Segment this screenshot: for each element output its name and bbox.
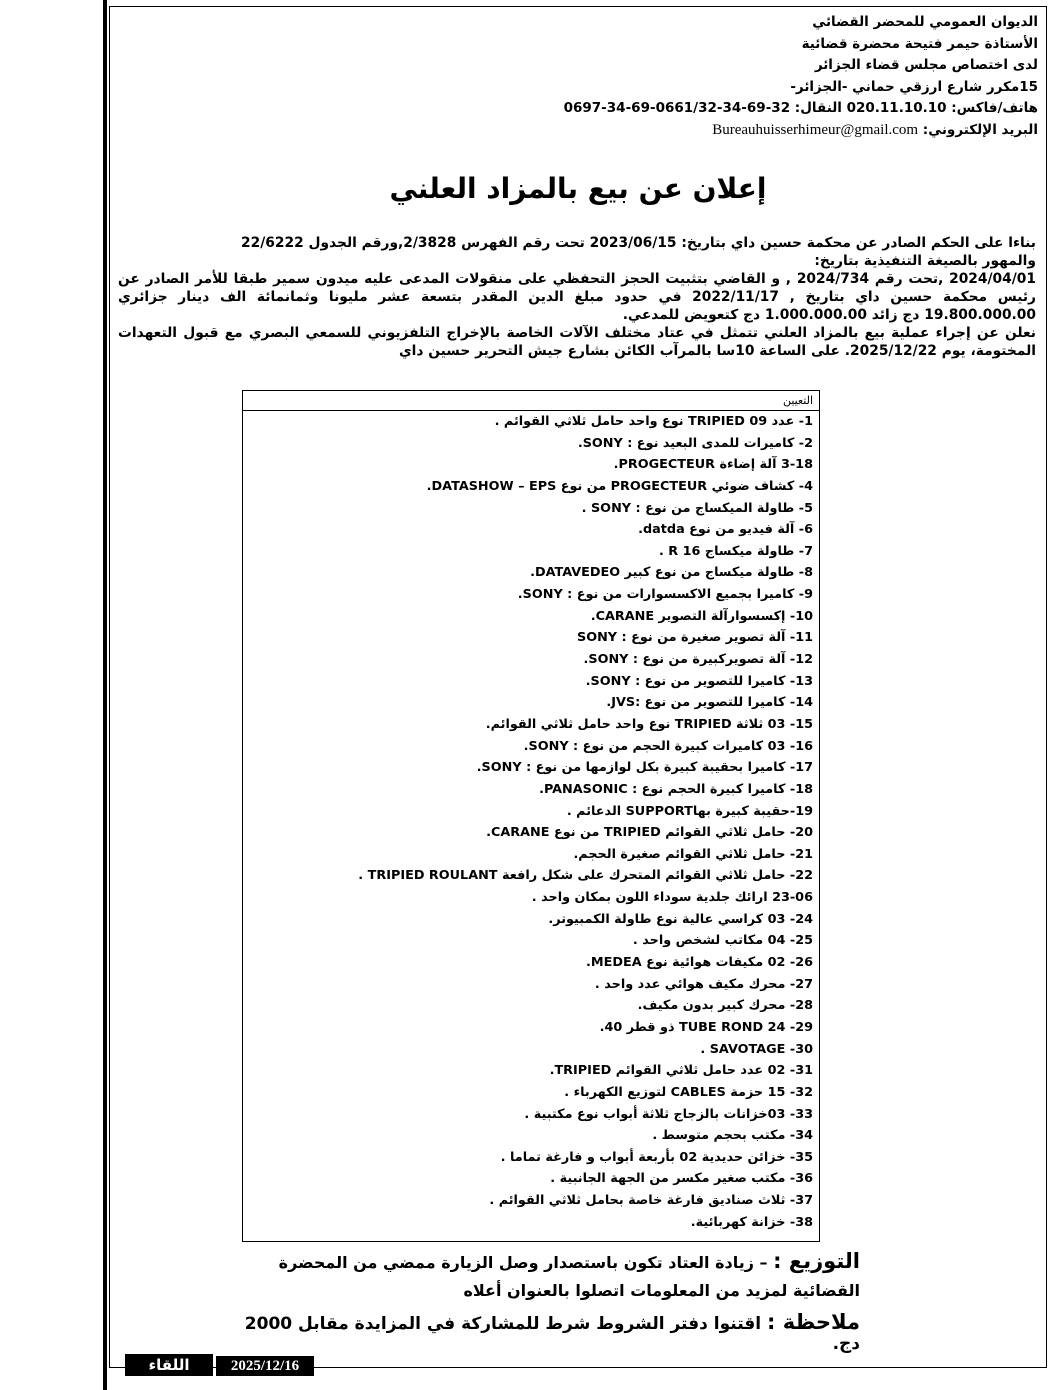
list-item: 32- 15 حزمة CABLES لتوزيع الكهرباء . bbox=[564, 1084, 813, 1100]
office-address: 15مكرر شارع ارزقي حماني -الجزائر- bbox=[790, 78, 1038, 95]
office-header bbox=[478, 12, 1038, 141]
frame-left-thick-rule bbox=[103, 0, 107, 1390]
list-item: 8- طاولة ميكساج من نوع كبير DATAVEDEO. bbox=[530, 565, 813, 581]
items-table bbox=[242, 390, 820, 1242]
list-item: 20- حامل ثلاثي القوائم TRIPIED من نوع CARANE. bbox=[486, 825, 813, 841]
list-item: 4- كشاف ضوئي PROGECTEUR من نوع DATASHOW – EPS. bbox=[426, 478, 813, 494]
distribution-text: – زيادة العتاد تكون باستصدار وصل الزيارة ممضي من المحضرة القضائية لمزيد من المعلومات اتصلوا بالعنوان أعلاه bbox=[278, 1253, 860, 1300]
frame-top-rule bbox=[109, 6, 1047, 7]
email-label: البريد الإلكتروني: bbox=[922, 121, 1038, 138]
list-item: 9- كاميرا بجميع الاكسسوارات من نوع : SONY. bbox=[517, 587, 813, 603]
list-item: 14- كاميرا للتصوير من نوع :JVS. bbox=[606, 695, 813, 711]
footer-newspaper-name: اللقاء bbox=[125, 1354, 213, 1376]
jurisdiction: لدى اختصاص مجلس قضاء الجزائر bbox=[814, 57, 1038, 73]
bailiff-name: الأستاذة حيمر فتيحة محضرة قضائية bbox=[801, 35, 1038, 52]
items-list bbox=[243, 411, 819, 1233]
frame-left-thin-rule bbox=[109, 6, 110, 1368]
email-line bbox=[478, 120, 1038, 142]
note-section bbox=[220, 1310, 860, 1354]
intro-paragraph-2: والمهور بالصيغة التنفيذية بتاريخ: bbox=[814, 253, 1036, 269]
list-item: 6- آلة فيديو من نوع datda. bbox=[638, 522, 813, 538]
list-item: 22- حامل ثلاثي القوائم المتحرك على شكل رافعة TRIPIED ROULANT . bbox=[358, 868, 813, 884]
list-item: 21- حامل ثلاثي القوائم صغيرة الحجم. bbox=[573, 846, 813, 862]
list-item: 2- كاميرات للمدى البعيد نوع : SONY. bbox=[577, 435, 813, 451]
distribution-label: التوزيع : bbox=[773, 1249, 860, 1273]
list-item: 36- مكتب صغير مكسر من الجهة الجانبية . bbox=[550, 1171, 813, 1187]
distribution-section bbox=[240, 1247, 860, 1305]
list-item: 11- آلة تصوير صغيرة من نوع : SONY bbox=[577, 630, 813, 646]
list-item: 29- TUBE ROND 24 ذو قطر 40. bbox=[599, 1019, 813, 1035]
list-item: 37- ثلاث صناديق فارغة خاصة بحامل ثلاثي القوائم . bbox=[489, 1193, 813, 1209]
list-item: 16- 03 كاميرات كبيرة الحجم من نوع : SONY. bbox=[523, 738, 813, 754]
list-item: 25- 04 مكاتب لشخص واحد . bbox=[632, 933, 813, 949]
list-item: 33- 03خزانات بالزجاج ثلاثة أبواب نوع مكتبية . bbox=[524, 1106, 813, 1122]
list-item: 30- SAVOTAGE . bbox=[700, 1041, 813, 1057]
office-name: الديوان العمومي للمحضر القضائي bbox=[812, 14, 1038, 30]
list-item: 17- كاميرا بحقيبة كبيرة بكل لوازمها من نوع : SONY. bbox=[476, 760, 813, 776]
email-value: Bureauhuisserhimeur@gmail.com bbox=[712, 121, 919, 138]
list-item: 35- خزائن حديدية 02 بأربعة أبواب و فارغة تماما . bbox=[500, 1149, 813, 1165]
frame-right-rule bbox=[1046, 6, 1047, 1368]
list-item: 18- كاميرا كبيرة الحجم نوع : PANASONIC. bbox=[539, 781, 813, 797]
list-item: 12- آلة تصويركبيرة من نوع : SONY. bbox=[583, 652, 813, 668]
intro-text bbox=[118, 234, 1036, 360]
list-item: 15- 03 ثلاثة TRIPIED نوع واحد حامل ثلاثي القوائم. bbox=[485, 716, 813, 732]
list-item: 28- محرك كبير بدون مكيف. bbox=[637, 998, 813, 1014]
list-item: 19-حقيبة كبيرة بهاSUPPORT الدعائم . bbox=[566, 803, 813, 819]
list-item: 26- 02 مكيفات هوائية نوع MEDEA. bbox=[586, 955, 813, 971]
footer-date: 2025/12/16 bbox=[216, 1356, 314, 1376]
list-item: 5- طاولة الميكساج من نوع : SONY . bbox=[581, 500, 813, 516]
phone-line: هاتف/فاكس: 020.11.10.10 النقال: 32-69-34-0661/32-69-34-0697 bbox=[563, 100, 1038, 116]
intro-paragraph-3: 2024/04/01 ,تحت رقم 2024/734 , و القاضي بتثبيت الحجز التحفظي على منقولات المدعى عليه ميدون سمير طبقا للأمر الصادر عن رئيس محكمة حسين داي بتاريخ , 2022/11/17 في حدود مبلغ الدين المقدر بتسعة عشر مليونا وثمانمائة الف دينار جزائري 19.800.000.00 دج زائد 1.000.000.00 دج كتعويض للمدعي. bbox=[118, 271, 1036, 323]
list-item: 1- عدد 09 TRIPIED نوع واحد حامل ثلاثي القوائم . bbox=[494, 414, 813, 429]
list-item: 31- 02 عدد حامل ثلاثي القوائم TRIPIED. bbox=[549, 1063, 813, 1079]
note-label: ملاحظة : bbox=[767, 1310, 860, 1334]
list-item: 13- كاميرا للتصوير من نوع : SONY. bbox=[585, 673, 813, 689]
items-table-header: التعيين bbox=[243, 391, 819, 411]
note-text: اقتنوا دفتر الشروط شرط للمشاركة في المزايدة مقابل 2000 دج. bbox=[244, 1314, 860, 1354]
intro-paragraph-1: بناءا على الحكم الصادر عن محكمة حسين داي بتاريخ: 2023/06/15 تحت رقم الفهرس 2/3828,ورقم الجدول 22/6222 bbox=[241, 235, 1036, 251]
list-item: 27- محرك مكيف هوائي عدد واحد . bbox=[594, 976, 813, 992]
list-item: 24- 03 كراسي عالية نوع طاولة الكمبيوتر. bbox=[548, 911, 813, 927]
list-item: 3-18 آلة إضاءة PROGECTEUR. bbox=[613, 457, 813, 473]
list-item: 38- خزانة كهربائية. bbox=[690, 1214, 813, 1230]
page-title: إعلان عن بيع بالمزاد العلني bbox=[389, 172, 767, 205]
list-item: 10- إكسسوارآلة التصوير CARANE. bbox=[590, 608, 813, 624]
list-item: 23-06 ارائك جلدية سوداء اللون بمكان واحد . bbox=[531, 890, 813, 906]
intro-paragraph-4: نعلن عن إجراء عملية بيع بالمزاد العلني تتمثل في عتاد مختلف الآلات الخاصة بالإخراج التلفزيوني للسمعي البصري مع قبول التعهدات المختومة، يوم 2025/12/22. على الساعة 10سا بالمرآب الكائن بشارع جيش التحرير حسين داي bbox=[118, 325, 1036, 359]
list-item: 7- طاولة ميكساج R 16 . bbox=[658, 543, 813, 559]
list-item: 34- مكتب بحجم متوسط . bbox=[652, 1128, 813, 1144]
